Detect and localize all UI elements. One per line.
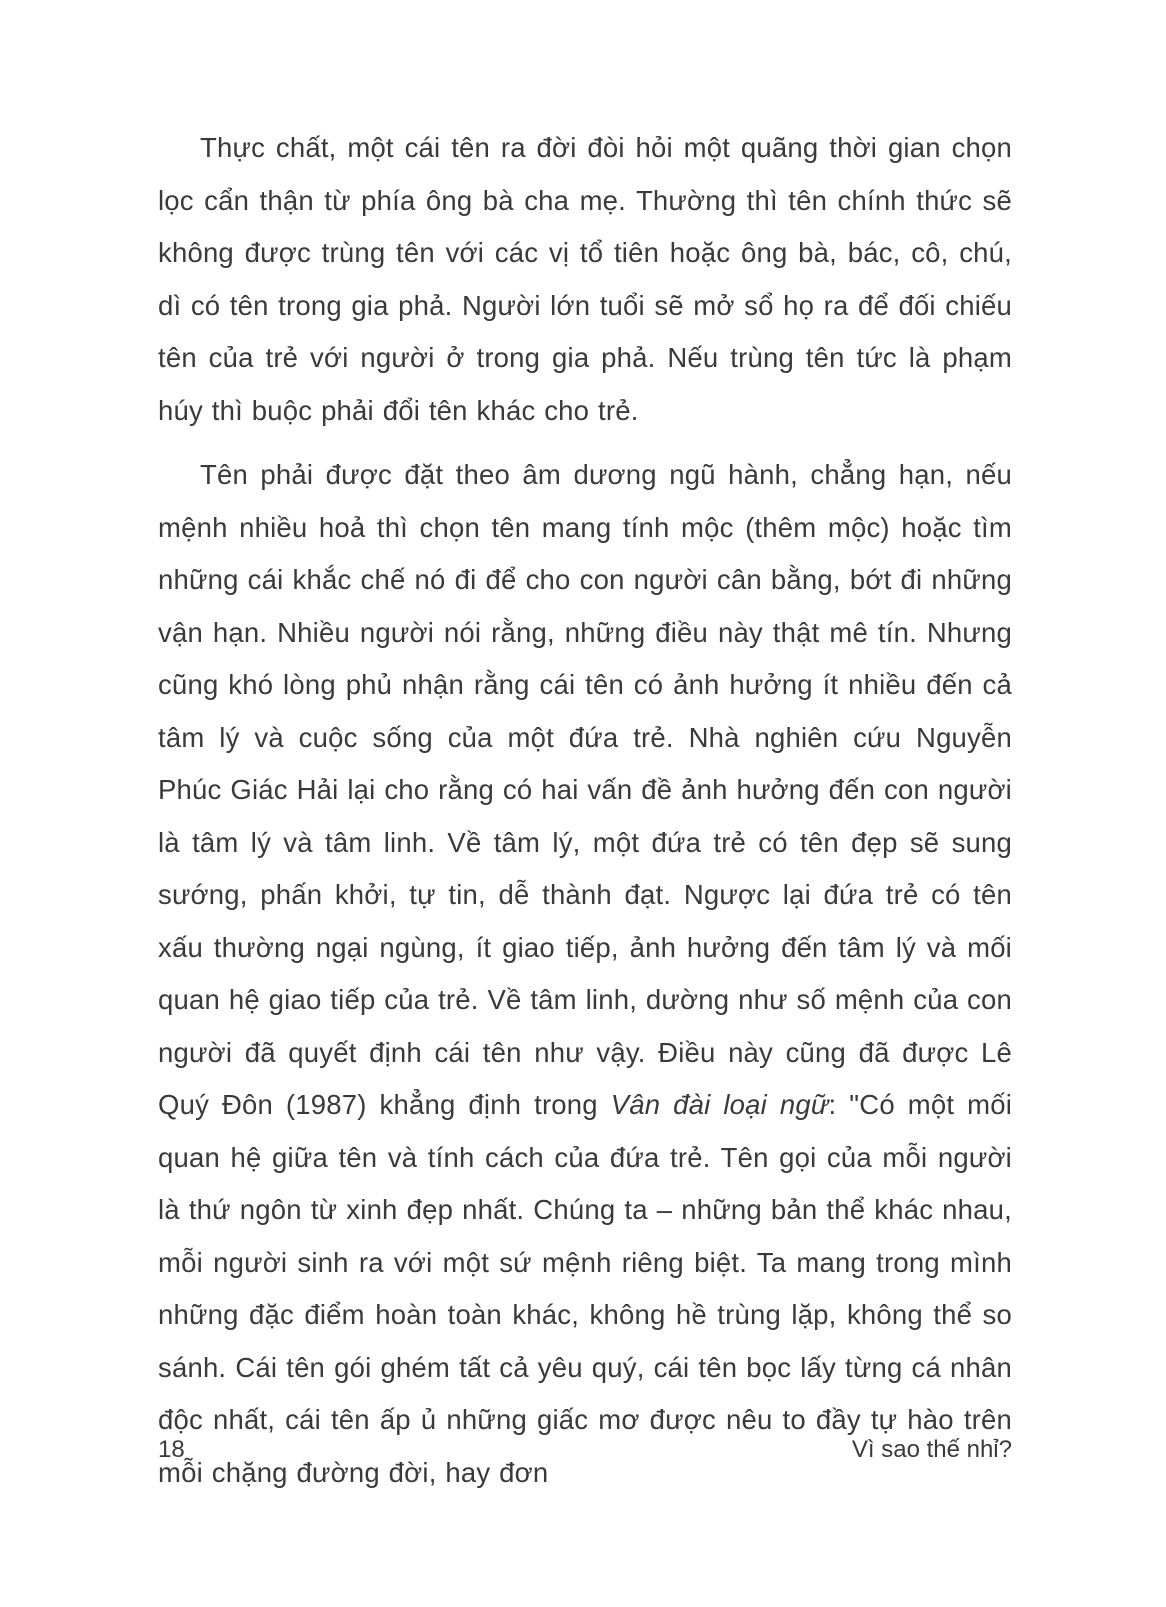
page-footer: [158, 1436, 1012, 1464]
text-segment: : "Có một mối quan hệ giữa tên và tính cách của đứa trẻ. Tên gọi của mỗi người là thứ ngôn từ xinh đẹp nhất. Chúng ta – những bản thể khác nhau, mỗi người sinh ra với một sứ mệnh riêng biệt. Ta mang trong mình những đặc điểm hoàn toàn khác, không hề trùng lặp, không thể so sánh. Cái tên gói ghém tất cả yêu quý, cái tên bọc lấy từng cá nhân độc nhất, cái tên ấp ủ những giấc mơ được nêu to đầy tự hào trên mỗi chặng đường đời, hay đơn: [158, 1089, 1013, 1488]
cited-work-title: Vân đài loại ngữ: [610, 1089, 829, 1120]
page-number: 18: [158, 1436, 185, 1463]
text-segment: Tên phải được đặt theo âm dương ngũ hành, chẳng hạn, nếu mệnh nhiều hoả thì chọn tên mang tính mộc (thêm mộc) hoặc tìm những cái khắc chế nó đi để cho con người cân bằng, bớt đi những vận hạn. Nhiều người nói rằng, những điều này thật mê tín. Nhưng cũng khó lòng phủ nhận rằng cái tên có ảnh hưởng ít nhiều đến cả tâm lý và cuộc sống của một đứa trẻ. Nhà nghiên cứu Nguyễn Phúc Giác Hải lại cho rằng có hai vấn đề ảnh hưởng đến con người là tâm lý và tâm linh. Về tâm lý, một đứa trẻ có tên đẹp sẽ sung sướng, phấn khởi, tự tin, dễ thành đạt. Ngược lại đứa trẻ có tên xấu thường ngại ngùng, ít giao tiếp, ảnh hưởng đến tâm lý và mối quan hệ giao tiếp của trẻ. Về tâm linh, dường như số mệnh của con người đã quyết định cái tên như vậy. Điều này cũng đã được Lê Quý Đôn (1987) khẳng định trong: [158, 459, 1012, 1120]
page-body: [158, 122, 1012, 1511]
running-title: Vì sao thế nhỉ?: [851, 1436, 1012, 1463]
text-segment: Thực chất, một cái tên ra đời đòi hỏi một quãng thời gian chọn lọc cẩn thận từ phía ông bà cha mẹ. Thường thì tên chính thức sẽ không được trùng tên với các vị tổ tiên hoặc ông bà, bác, cô, chú, dì có tên trong gia phả. Người lớn tuổi sẽ mở sổ họ ra để đối chiếu tên của trẻ với người ở trong gia phả. Nếu trùng tên tức là phạm húy thì buộc phải đổi tên khác cho trẻ.: [158, 132, 1012, 426]
paragraph-1: [158, 122, 1012, 437]
paragraphs-container: [158, 122, 1012, 1499]
paragraph-2: [158, 449, 1012, 1499]
